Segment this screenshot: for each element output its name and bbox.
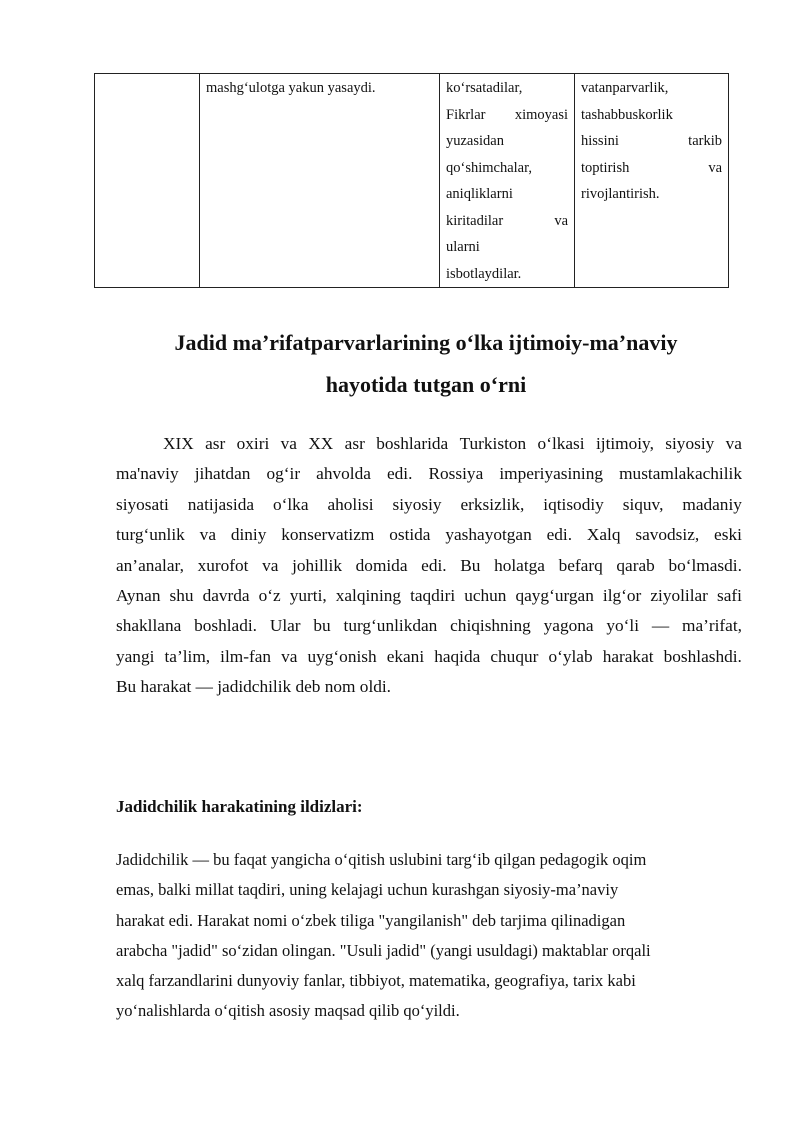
cell-line: ularni [446, 239, 480, 255]
paragraph-line: Bu harakat — jadidchilik deb nom oldi. [116, 677, 392, 697]
table-cell-outcomes [575, 74, 729, 288]
word: Bu [460, 555, 481, 575]
word: yagona [543, 616, 594, 636]
word: konservatizm [281, 525, 375, 545]
word: yurti, [289, 585, 327, 605]
word: ta’lim, [164, 646, 211, 666]
paragraph-line: xalq farzandlarini dunyoviy fanlar, tibbiyot, matematika, geografiya, tarix kabi [116, 971, 636, 991]
word: o‘lka [272, 494, 309, 514]
paragraph-line [116, 459, 742, 489]
cell-line-justified [446, 208, 568, 235]
paragraph-line [116, 581, 742, 611]
word: ximoyasi [514, 106, 568, 123]
word: o‘lkasi [537, 434, 585, 453]
word: bu [313, 616, 331, 636]
word: harakat [602, 646, 654, 666]
word: ma’rifat, [682, 616, 742, 636]
word: og‘ir [266, 464, 301, 484]
paragraph-line [116, 551, 742, 581]
word: taqdiri [410, 585, 456, 605]
word: imperiyasining [499, 464, 604, 484]
word: yo‘li [606, 616, 640, 636]
table-cell-empty [95, 74, 200, 288]
cell-line: tashabbuskorlik [581, 106, 673, 123]
section-title [94, 322, 758, 406]
cell-line: rivojlantirish. [581, 186, 660, 202]
word: uyg‘onish [307, 646, 377, 666]
word: diniy [230, 525, 267, 545]
word: an’analar, [116, 555, 184, 575]
lesson-table-fragment [94, 73, 729, 288]
word: Rossiya [428, 464, 484, 484]
word: haqida [434, 646, 481, 666]
table-cell-activity [200, 74, 440, 288]
word: yangi [116, 646, 155, 666]
word: edi. [546, 525, 573, 545]
word: ekani [386, 646, 425, 666]
word: madaniy [682, 494, 742, 514]
word: chiqishning [450, 616, 531, 636]
word: o‘ylab [548, 646, 593, 666]
word: holatga [494, 555, 545, 575]
word: hissini [581, 133, 619, 149]
cell-line-justified [581, 155, 722, 182]
intro-paragraph [116, 429, 742, 703]
word: davrda [202, 585, 250, 605]
word: domida [355, 555, 408, 575]
section-title-line: Jadid ma’rifatparvarlarining o‘lka ijtimoiy-ma’naviy [174, 330, 678, 355]
paragraph-line [116, 642, 742, 672]
word: boshladi. [194, 616, 257, 636]
word: chuqur [490, 646, 539, 666]
word: uchun [464, 585, 507, 605]
word: turg‘unlikdan [343, 616, 438, 636]
cell-line: mashg‘ulotga yakun yasaydi. [206, 80, 376, 96]
word: kiritadilar [446, 212, 504, 229]
word: eski [714, 525, 742, 545]
word: va [708, 159, 722, 176]
paragraph-line [116, 429, 742, 459]
word: siyosiy [392, 494, 442, 514]
word: tarkib [688, 133, 722, 149]
word: edi. [386, 464, 413, 484]
word: va [281, 646, 298, 666]
word: qarab [616, 555, 655, 575]
paragraph-line [116, 611, 742, 641]
word: Turkiston [459, 434, 527, 453]
word: asr [344, 434, 365, 453]
cell-line-justified [446, 102, 568, 129]
word: Aynan [116, 585, 161, 605]
word: ilm-fan [220, 646, 272, 666]
word: turg‘unlik [116, 525, 185, 545]
word: natijasida [187, 494, 255, 514]
word: ahvolda [316, 464, 371, 484]
word: shu [169, 585, 194, 605]
word: oxiri [236, 434, 270, 453]
paragraph-line: Jadidchilik — bu faqat yangicha o‘qitish uslubini targ‘ib qilgan pedagogik oqim [116, 850, 647, 869]
word: Ular [269, 616, 301, 636]
word: siyosati [116, 494, 169, 514]
word: shakllana [116, 616, 182, 636]
word: iqtisodiy [543, 494, 604, 514]
word: boshlashdi. [663, 646, 742, 666]
cell-line: aniqliklarni [446, 186, 513, 202]
word: ma'naviy [116, 464, 179, 484]
word: XX [308, 434, 334, 453]
word: qayg‘urgan [515, 585, 594, 605]
word: va [199, 525, 216, 545]
word: XIX [163, 434, 194, 453]
word: ziyolilar [650, 585, 708, 605]
paragraph-line [116, 490, 742, 520]
cell-line: isbotlaydilar. [446, 265, 522, 282]
word: va [262, 555, 279, 575]
word: yashayotgan [445, 525, 532, 545]
word: o‘z [258, 585, 281, 605]
word: ijtimoiy, [595, 434, 654, 453]
word: savodsiz, [635, 525, 700, 545]
word: asr [205, 434, 226, 453]
paragraph-line: emas, balki millat taqdiri, uning kelajagi uchun kurashgan siyosiy-ma’naviy [116, 880, 619, 900]
cell-line: vatanparvarlik, [581, 80, 669, 96]
word: xalqining [335, 585, 402, 605]
word: siyosiy [665, 434, 715, 453]
word: va [280, 434, 297, 453]
word: siquv, [622, 494, 664, 514]
word: erksizlik, [460, 494, 525, 514]
word: edi. [421, 555, 447, 575]
table-row [95, 74, 729, 288]
word: va [554, 212, 568, 229]
word: boshlarida [376, 434, 449, 453]
word: bo‘lmasdi. [668, 555, 742, 575]
cell-line: yuzasidan [446, 133, 504, 149]
word: — [651, 616, 670, 636]
roots-paragraph [116, 845, 742, 1027]
section-title-line: hayotida tutgan o‘rni [325, 372, 527, 397]
word: va [725, 434, 742, 453]
word: Xalq [586, 525, 621, 545]
word: jihatdan [194, 464, 251, 484]
word: xurofot [197, 555, 249, 575]
paragraph-line [116, 520, 742, 550]
word: aholisi [327, 494, 374, 514]
word: befarq [558, 555, 603, 575]
cell-line-justified [581, 128, 722, 155]
word: Fikrlar [446, 106, 486, 123]
word: toptirish [581, 159, 630, 176]
subheading: Jadidchilik harakatining ildizlari: [116, 797, 363, 816]
cell-line: qo‘shimchalar, [446, 159, 532, 176]
paragraph-line: yo‘nalishlarda o‘qitish asosiy maqsad qilib qo‘yildi. [116, 1001, 460, 1021]
word: safi [716, 585, 742, 605]
cell-line: ko‘rsatadilar, [446, 80, 523, 96]
word: ostida [389, 525, 431, 545]
paragraph-line: harakat edi. Harakat nomi o‘zbek tiliga "yangilanish" deb tarjima qilinadigan [116, 910, 626, 930]
word: mustamlakachilik [619, 464, 742, 484]
word: ilg‘or [602, 585, 642, 605]
word: johillik [292, 555, 342, 575]
table-cell-student-actions [440, 74, 575, 288]
paragraph-line: arabcha "jadid" so‘zidan olingan. "Usuli jadid" (yangi usuldagi) maktablar orqali [116, 940, 651, 960]
